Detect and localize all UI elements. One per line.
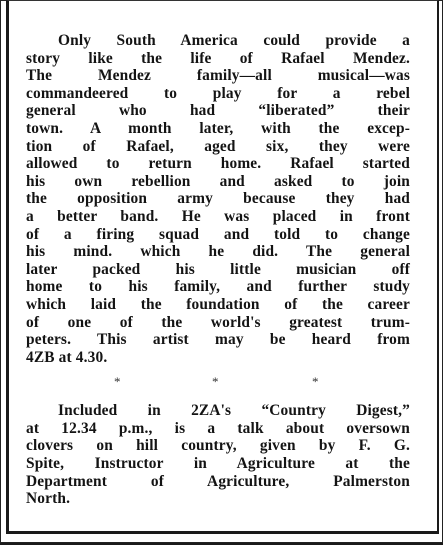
paragraph-rafael-mendez — [26, 32, 410, 366]
separator-asterisk: * — [312, 374, 319, 390]
asterisk-separator — [26, 372, 410, 392]
text-line: 4ZB at 4.30. — [26, 348, 108, 366]
separator-asterisk: * — [212, 374, 219, 390]
text-line: his mind. which he did. The general — [26, 243, 410, 261]
paragraph-country-digest — [26, 402, 410, 508]
article-body — [26, 32, 410, 508]
text-line: allowed to return home. Rafael started — [26, 155, 410, 173]
text-line: The Mendez family—all musical—was — [26, 67, 410, 85]
text-line: at 12.34 p.m., is a talk about oversown — [26, 419, 410, 437]
bottom-rule — [0, 543, 443, 545]
text-line: Department of Agriculture, Palmerston — [26, 472, 410, 490]
text-line: later packed his little musician off — [26, 260, 410, 278]
text-line: North. — [26, 490, 71, 508]
text-line: clovers on hill country, given by F. G. — [26, 437, 410, 455]
text-line: town. A month later, with the excep- — [26, 119, 410, 137]
text-line: story like the life of Rafael Mendez. — [26, 49, 410, 67]
text-line: commandeered to play for a rebel — [26, 84, 410, 102]
text-line: general who had “liberated” their — [26, 102, 410, 120]
text-line: peters. This artist may be heard from — [26, 331, 410, 349]
text-line: which laid the foundation of the career — [26, 295, 410, 313]
text-line: Only South America could provide a — [58, 32, 410, 49]
text-line: Spite, Instructor in Agriculture at the — [26, 455, 410, 473]
text-line: Included in 2ZA's “Country Digest,” — [58, 402, 410, 420]
text-line: home to his family, and further study — [26, 278, 410, 296]
text-line: tion of Rafael, aged six, they were — [26, 137, 410, 155]
separator-asterisk: * — [114, 374, 121, 390]
text-line: the opposition army because they had — [26, 190, 410, 208]
text-line: his own rebellion and asked to join — [26, 172, 410, 190]
text-line: a better band. He was placed in front — [26, 207, 410, 225]
text-line: of one of the world's greatest trum- — [26, 313, 410, 331]
text-line: of a firing squad and told to change — [26, 225, 410, 243]
